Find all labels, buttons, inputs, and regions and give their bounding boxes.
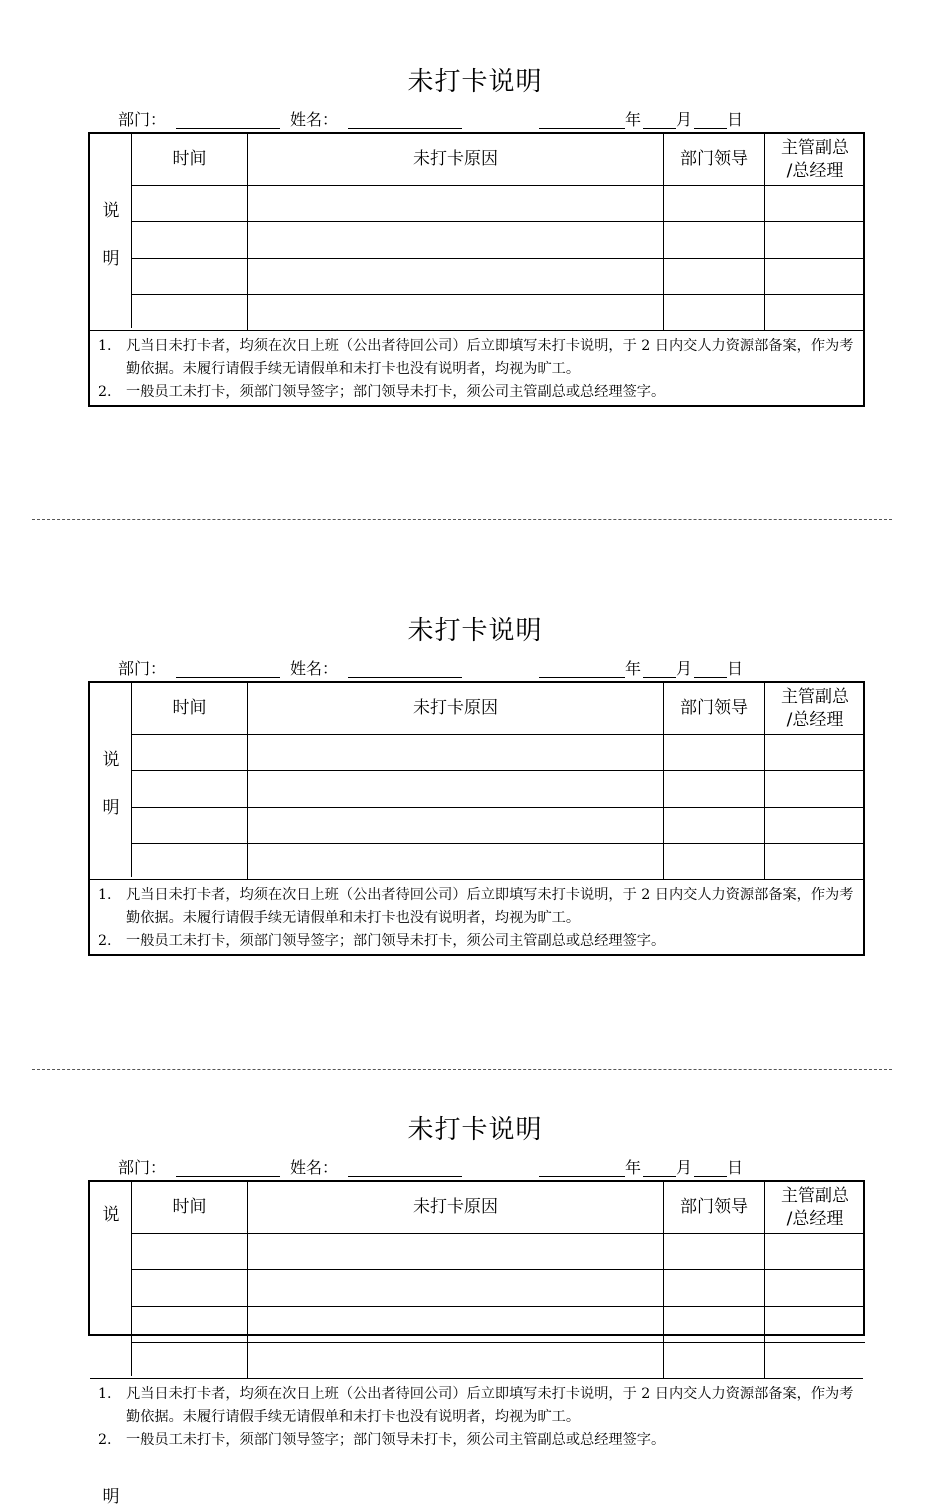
- col-header-gm: 主管副总 /总经理: [781, 1185, 849, 1229]
- note-number: 2.: [98, 933, 112, 949]
- time-cell[interactable]: [132, 222, 248, 258]
- name-blank[interactable]: [348, 1176, 462, 1177]
- reason-cell[interactable]: [248, 844, 664, 879]
- year-blank[interactable]: [539, 1176, 625, 1177]
- time-cell[interactable]: [132, 1270, 248, 1306]
- side-label-char-2: 明: [102, 1487, 120, 1507]
- table-row: [132, 1270, 865, 1307]
- reason-cell[interactable]: [248, 808, 664, 843]
- name-label: 姓名：: [290, 659, 339, 678]
- day-blank[interactable]: [694, 1176, 727, 1177]
- reason-cell[interactable]: [248, 186, 664, 221]
- table-row: [132, 1343, 865, 1378]
- reason-cell[interactable]: [248, 771, 664, 807]
- dept-blank[interactable]: [176, 1176, 280, 1177]
- dept-leader-cell[interactable]: [664, 186, 765, 221]
- dept-label: 部门：: [118, 659, 167, 678]
- col-header-time: 时间: [132, 1182, 248, 1233]
- table-row: [132, 222, 865, 259]
- table-row: [132, 771, 865, 808]
- table-row: [132, 295, 865, 330]
- year-label: 年: [625, 110, 642, 129]
- dept-leader-cell[interactable]: [664, 1234, 765, 1269]
- table-header-row: [132, 1182, 865, 1234]
- reason-cell[interactable]: [248, 259, 664, 294]
- gm-cell[interactable]: [765, 1270, 865, 1306]
- dept-leader-cell[interactable]: [664, 1307, 765, 1342]
- side-label: [90, 134, 132, 328]
- dept-leader-cell[interactable]: [664, 259, 765, 294]
- day-label: 日: [727, 1158, 744, 1177]
- reason-cell[interactable]: [248, 1234, 664, 1269]
- note-text: 一般员工未打卡，须部门领导签字；部门领导未打卡，须公司主管副总或总经理签字。: [126, 933, 666, 949]
- gm-cell[interactable]: [765, 259, 865, 294]
- col-header-dept-leader: 部门领导: [664, 683, 765, 734]
- header-fields: [118, 109, 878, 131]
- dept-blank[interactable]: [176, 128, 280, 129]
- time-cell[interactable]: [132, 735, 248, 770]
- reason-cell[interactable]: [248, 1270, 664, 1306]
- table-row: [132, 1307, 865, 1343]
- month-blank[interactable]: [643, 128, 676, 129]
- dept-leader-cell[interactable]: [664, 1343, 765, 1378]
- form-title: 未打卡说明: [407, 616, 543, 646]
- month-blank[interactable]: [643, 1176, 676, 1177]
- table-row: [132, 1234, 865, 1270]
- year-label: 年: [625, 659, 642, 678]
- col-header-reason: 未打卡原因: [248, 683, 664, 734]
- gm-cell[interactable]: [765, 222, 865, 258]
- side-label-char-1: 说: [102, 750, 120, 770]
- reason-cell[interactable]: [248, 735, 664, 770]
- note-text: 凡当日未打卡者，均须在次日上班（公出者待回公司）后立即填写未打卡说明，于 2 日内交人力资源部备案，作为考勤依据。未履行请假手续无请假单和未打卡也没有说明者，均视为旷工。: [126, 887, 854, 926]
- reason-cell[interactable]: [248, 295, 664, 330]
- time-cell[interactable]: [132, 186, 248, 221]
- note-item: [90, 884, 863, 930]
- header-fields: [118, 1157, 878, 1179]
- month-label: 月: [676, 110, 693, 129]
- note-text: 一般员工未打卡，须部门领导签字；部门领导未打卡，须公司主管副总或总经理签字。: [126, 384, 666, 400]
- time-cell[interactable]: [132, 259, 248, 294]
- time-cell[interactable]: [132, 771, 248, 807]
- form-title: 未打卡说明: [407, 1115, 543, 1145]
- notes-section: [90, 879, 863, 953]
- day-blank[interactable]: [694, 677, 727, 678]
- month-blank[interactable]: [643, 677, 676, 678]
- col-header-gm: 主管副总 /总经理: [781, 686, 849, 730]
- name-label: 姓名：: [290, 1158, 339, 1177]
- gm-cell[interactable]: [765, 771, 865, 807]
- table-row: [132, 844, 865, 879]
- year-label: 年: [625, 1158, 642, 1177]
- col-header-dept-leader: 部门领导: [664, 1182, 765, 1233]
- month-label: 月: [676, 659, 693, 678]
- cut-line-separator: [32, 519, 892, 520]
- note-number: 1.: [98, 1386, 112, 1402]
- table-row: [132, 735, 865, 771]
- dept-leader-cell[interactable]: [664, 771, 765, 807]
- dept-leader-cell[interactable]: [664, 735, 765, 770]
- month-label: 月: [676, 1158, 693, 1177]
- note-item: [90, 335, 863, 381]
- dept-label: 部门：: [118, 110, 167, 129]
- gm-cell[interactable]: [765, 186, 865, 221]
- dept-leader-cell[interactable]: [664, 808, 765, 843]
- gm-cell[interactable]: [765, 1343, 865, 1378]
- gm-cell[interactable]: [765, 295, 865, 330]
- gm-cell[interactable]: [765, 735, 865, 770]
- day-label: 日: [727, 659, 744, 678]
- side-label: [90, 1182, 132, 1507]
- name-blank[interactable]: [348, 677, 462, 678]
- gm-cell[interactable]: [765, 844, 865, 879]
- time-cell[interactable]: [132, 295, 248, 330]
- side-label: [90, 683, 132, 877]
- col-header-time: 时间: [132, 134, 248, 185]
- side-label-char-2: 明: [102, 798, 120, 818]
- note-item: [90, 1383, 863, 1429]
- dept-leader-cell[interactable]: [664, 295, 765, 330]
- note-item: [90, 381, 863, 404]
- col-header-dept-leader: 部门领导: [664, 134, 765, 185]
- form-table: [88, 1180, 865, 1507]
- time-cell[interactable]: [132, 1307, 248, 1342]
- name-blank[interactable]: [348, 128, 462, 129]
- reason-cell[interactable]: [248, 1307, 664, 1342]
- note-item: [90, 1429, 863, 1452]
- table-header-row: [132, 134, 865, 186]
- gm-cell[interactable]: [765, 808, 865, 843]
- note-text: 一般员工未打卡，须部门领导签字；部门领导未打卡，须公司主管副总或总经理签字。: [126, 1432, 666, 1448]
- time-cell[interactable]: [132, 808, 248, 843]
- col-header-time: 时间: [132, 683, 248, 734]
- note-number: 1.: [98, 887, 112, 903]
- note-item: [90, 930, 863, 953]
- table-row: [132, 259, 865, 295]
- note-number: 2.: [98, 384, 112, 400]
- time-cell[interactable]: [132, 1234, 248, 1269]
- dept-leader-cell[interactable]: [664, 222, 765, 258]
- year-blank[interactable]: [539, 677, 625, 678]
- form-table: [88, 132, 865, 407]
- form-table: [88, 681, 865, 956]
- form-title: 未打卡说明: [407, 67, 543, 97]
- table-row: [132, 808, 865, 844]
- col-header-gm: 主管副总 /总经理: [781, 137, 849, 181]
- gm-cell[interactable]: [765, 1234, 865, 1269]
- col-header-reason: 未打卡原因: [248, 134, 664, 185]
- dept-label: 部门：: [118, 1158, 167, 1177]
- table-row: [132, 186, 865, 222]
- reason-cell[interactable]: [248, 222, 664, 258]
- time-cell[interactable]: [132, 844, 248, 879]
- side-label-char-1: 说: [102, 201, 120, 221]
- gm-cell[interactable]: [765, 1307, 865, 1342]
- time-cell[interactable]: [132, 1343, 248, 1378]
- reason-cell[interactable]: [248, 1343, 664, 1378]
- day-label: 日: [727, 110, 744, 129]
- side-label-char-1: 说: [102, 1205, 120, 1225]
- note-number: 2.: [98, 1432, 112, 1448]
- note-number: 1.: [98, 338, 112, 354]
- note-text: 凡当日未打卡者，均须在次日上班（公出者待回公司）后立即填写未打卡说明，于 2 日内交人力资源部备案，作为考勤依据。未履行请假手续无请假单和未打卡也没有说明者，均视为旷工。: [126, 338, 854, 377]
- dept-leader-cell[interactable]: [664, 1270, 765, 1306]
- year-blank[interactable]: [539, 128, 625, 129]
- dept-leader-cell[interactable]: [664, 844, 765, 879]
- notes-section: [90, 1378, 863, 1452]
- name-label: 姓名：: [290, 110, 339, 129]
- cut-line-separator: [32, 1069, 892, 1070]
- col-header-reason: 未打卡原因: [248, 1182, 664, 1233]
- day-blank[interactable]: [694, 128, 727, 129]
- table-header-row: [132, 683, 865, 735]
- side-label-char-2: 明: [102, 249, 120, 269]
- note-text: 凡当日未打卡者，均须在次日上班（公出者待回公司）后立即填写未打卡说明，于 2 日内交人力资源部备案，作为考勤依据。未履行请假手续无请假单和未打卡也没有说明者，均视为旷工。: [126, 1386, 854, 1425]
- dept-blank[interactable]: [176, 677, 280, 678]
- header-fields: [118, 658, 878, 680]
- notes-section: [90, 330, 863, 404]
